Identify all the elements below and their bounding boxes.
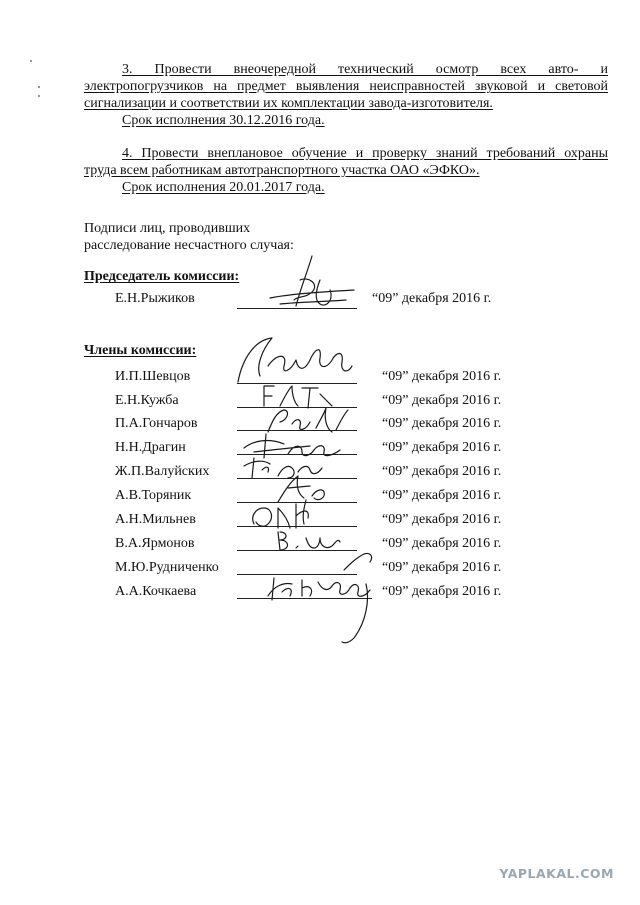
- chair-name: Е.Н.Рыжиков: [115, 291, 195, 306]
- item-3-line-1: 3. Провести внеочередной технический осмотр всех авто- и: [122, 62, 608, 77]
- member-signature-icon-8: [274, 528, 344, 554]
- scan-speck: [38, 95, 40, 97]
- scan-speck: [38, 86, 40, 88]
- chair-signature-icon: [250, 250, 360, 320]
- item-3-line-2: электропогрузчиков на предмет выявления неисправностей звуковой и световой: [84, 79, 608, 94]
- member-date-10: “09” декабря 2016 г.: [382, 584, 502, 599]
- signatures-intro-line-1: Подписи лиц, проводивших: [84, 221, 251, 236]
- item-4-line-1: 4. Провести внеплановое обучение и проверку знаний требований охраны: [122, 146, 608, 161]
- member-name-1: И.П.Шевцов: [115, 369, 191, 384]
- member-date-6: “09” декабря 2016 г.: [382, 488, 502, 503]
- member-date-9: “09” декабря 2016 г.: [382, 560, 502, 575]
- watermark-text: YAPLAKAL.COM: [499, 866, 614, 881]
- member-name-5: Ж.П.Валуйских: [115, 464, 210, 479]
- member-date-3: “09” декабря 2016 г.: [382, 416, 502, 431]
- chair-heading: Председатель комиссии:: [84, 269, 240, 284]
- members-heading: Члены комиссии:: [84, 343, 197, 358]
- member-name-4: Н.Н.Драгин: [115, 440, 186, 455]
- member-date-8: “09” декабря 2016 г.: [382, 536, 502, 551]
- member-name-9: М.Ю.Рудниченко: [115, 560, 219, 575]
- item-3-line-3: сигнализации и соответствии их комплектации завода-изготовителя.: [84, 96, 493, 111]
- signatures-intro-line-2: расследование несчастного случая:: [84, 238, 294, 253]
- scan-speck: [30, 60, 32, 62]
- member-date-1: “09” декабря 2016 г.: [382, 369, 502, 384]
- item-3-deadline: Срок исполнения 30.12.2016 года.: [122, 113, 325, 128]
- member-date-7: “09” декабря 2016 г.: [382, 512, 502, 527]
- chair-date: “09” декабря 2016 г.: [372, 291, 492, 306]
- member-signature-icon-10: [262, 570, 382, 650]
- member-name-10: А.А.Кочкаева: [115, 584, 197, 599]
- member-name-7: А.Н.Мильнев: [115, 512, 196, 527]
- item-4-line-2: труда всем работникам автотранспортного участка ОАО «ЭФКО».: [84, 163, 480, 178]
- member-date-2: “09” декабря 2016 г.: [382, 393, 502, 408]
- member-date-5: “09” декабря 2016 г.: [382, 464, 502, 479]
- member-name-6: А.В.Торяник: [115, 488, 192, 503]
- member-name-3: П.А.Гончаров: [115, 416, 198, 431]
- item-4-deadline: Срок исполнения 20.01.2017 года.: [122, 180, 325, 195]
- member-name-8: В.А.Ярмонов: [115, 536, 195, 551]
- member-date-4: “09” декабря 2016 г.: [382, 440, 502, 455]
- member-name-2: Е.Н.Кужба: [115, 393, 179, 408]
